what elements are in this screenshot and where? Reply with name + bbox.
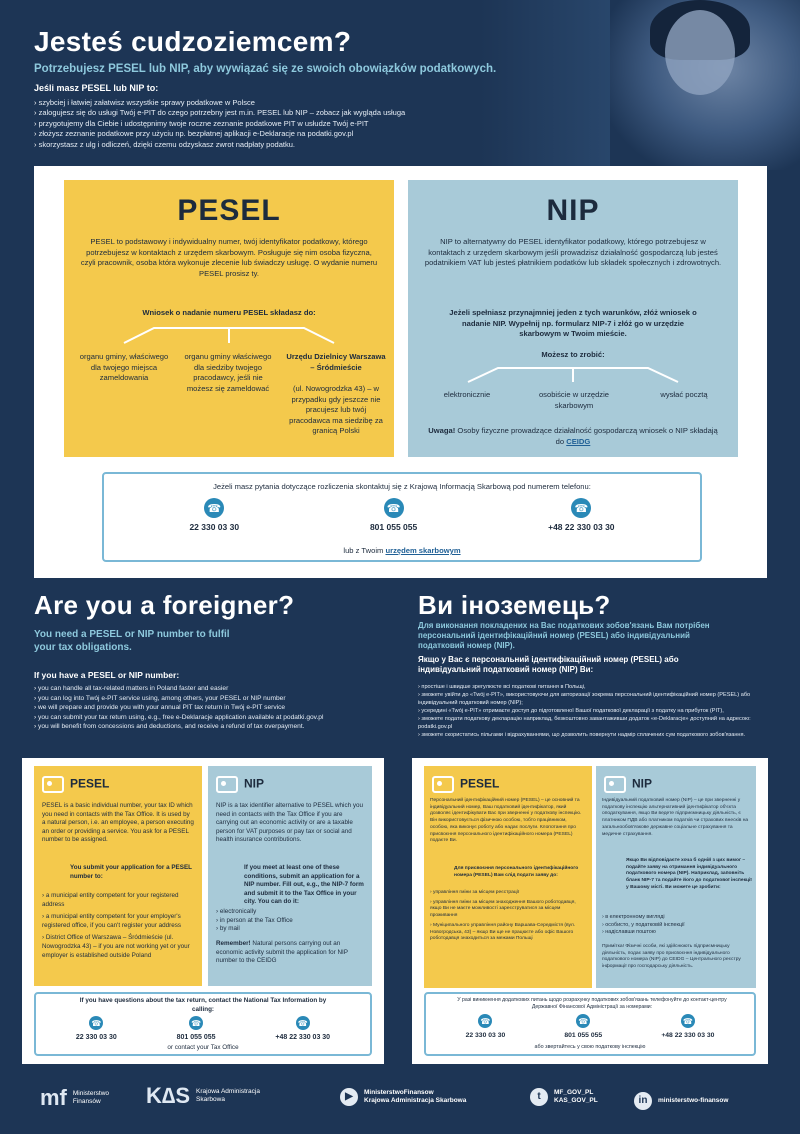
list-item: › усередині «Twój e-PIT» отримаєте доступ до підготовленої Вашої податкової декларації з податку на прибуток (PIT), xyxy=(418,707,768,715)
phone-icon: ☎ xyxy=(384,498,404,518)
linkedin-link[interactable] xyxy=(634,1092,728,1110)
en-pesel-heading xyxy=(42,776,109,793)
ua-remember: Примітка! Фізичні особи, які здійснюють підприємницьку діяльність, подає заяву про присвоєння індивідуального податкового номера (NIP) до CEIDG – Центрального реєстру інформації про господарську діяльність. xyxy=(602,944,741,970)
uwaga-label: Uwaga! xyxy=(428,426,456,435)
en-subtitle: You need a PESEL or NIP number to fulfil your tax obligations. xyxy=(34,629,230,653)
uwaga-text: Osoby fizyczne prowadzące działalność gospodarczą wniosek o NIP składają do xyxy=(457,426,718,446)
list-item: › District Office of Warszawa – Śródmieście (ul. Nowogrodzka 43) – if you are not working yet or your employer is established outside Poland xyxy=(42,934,194,960)
ua-lead: Якщо у Вас є персональний ідентифікаційний номер (PESEL) або індивідуальний податковий номер (NIP) Ви: xyxy=(418,655,679,674)
phone-number[interactable]: 801 055 055 xyxy=(564,1032,603,1039)
en-nip-heading xyxy=(216,776,264,793)
ua-bullets xyxy=(418,683,768,739)
ua-pesel-box xyxy=(424,766,592,988)
hero-photo xyxy=(610,0,800,170)
phone-number[interactable]: 801 055 055 xyxy=(369,522,418,532)
pl-bullets xyxy=(34,98,474,150)
youtube-link[interactable] xyxy=(340,1088,466,1106)
pl-or-office xyxy=(104,546,700,557)
list-item: › Муніципального управління району Варшава-Середмістя (вул. Новогродська, 43) – якщо Ви ще не працюєте або офіс Вашого роботодавця знаходиться за межами Польщі xyxy=(430,923,586,943)
ua-nip-heading xyxy=(604,776,652,793)
twitter-icon: t xyxy=(530,1088,548,1106)
pl-subtitle: Potrzebujesz PESEL lub NIP, aby wywiązać się ze swoich obowiązków podatkowych. xyxy=(34,63,497,75)
phone-number[interactable]: 22 330 03 30 xyxy=(75,1034,117,1041)
pl-nip-w3: wysłać pocztą xyxy=(660,390,708,399)
ua-or-office[interactable]: або звертайтесь у свою податкову інспекцію xyxy=(534,1044,646,1050)
phone-number[interactable]: +48 22 330 03 30 xyxy=(548,522,615,532)
list-item: › you can log into Twój e-PIT service using, among others, your PESEL or NIP number xyxy=(34,694,394,704)
tw-line2: KAS_GOV_PL xyxy=(554,1097,598,1104)
ua-nip-cond: Якщо Ви відповідаєте хоча б одній з цих вимог – подайте заяву на отримання індивідуального податкового номера (NIP). Наприклад, заповніть бланк NIP-7 та подайте його до податкової інспекції у Вашому місті. Ви можете це зробити: xyxy=(626,858,752,890)
list-item: › в електронному вигляді xyxy=(602,914,752,922)
kas-logo[interactable] xyxy=(146,1083,260,1108)
ua-phones xyxy=(436,1014,744,1039)
en-nip-title: NIP xyxy=(244,776,265,791)
pl-nip-title: NIP xyxy=(546,194,600,227)
ua-info-panel xyxy=(412,758,768,1064)
pl-nip-can: Możesz to zrobić: xyxy=(541,350,605,359)
pl-contact-box xyxy=(102,472,702,562)
kas-line2: Skarbowa xyxy=(196,1096,225,1103)
pl-nip-box xyxy=(408,180,738,457)
in-line: ministerstwo-finansow xyxy=(658,1097,729,1104)
en-contact-text: If you have questions about the tax return, contact the National Tax Information by calling: xyxy=(79,997,327,1013)
ceidg-link[interactable]: CEIDG xyxy=(566,436,591,446)
branch-lines xyxy=(64,318,394,348)
ua-nip-title: NIP xyxy=(632,776,653,791)
pl-pesel-wniosek: Wniosek o nadanie numeru PESEL składasz do: xyxy=(142,308,316,317)
list-item: › a municipal entity competent for your employer's registered office, if you can't register your address xyxy=(42,913,194,930)
pl-pesel-desc: PESEL to podstawowy i indywidualny numer, twój identyfikator podatkowy, którego potrzebujesz w kontaktach z urzędem skarbowym. Posługuje się nim osoba fizyczna, czyli pracownik, osoba która wykonuje zlecenie lub świadczy usługę. O wydanie numeru PESEL prosisz ty. xyxy=(80,237,378,278)
en-bullets xyxy=(34,684,394,732)
list-item: › управління гміни за місцем реєстрації xyxy=(430,890,586,897)
pl-nip-w2: osobiście w urzędzie skarbowym xyxy=(538,390,610,410)
yt-line1: MinisterstwoFinansow xyxy=(364,1089,434,1096)
en-info-panel xyxy=(22,758,384,1064)
list-item: › you can handle all tax-related matters in Poland faster and easier xyxy=(34,684,394,694)
en-nip-ways xyxy=(216,908,366,934)
ua-contact-text: У разі виникнення додаткових питань щодо розрахунку податкових зобов'язань телефонуйте до контакт-центру Державної Фінансової Адміністрації за номерами: xyxy=(457,997,727,1010)
en-title: Are you a foreigner? xyxy=(34,590,295,620)
or-text: lub z Twoim xyxy=(343,546,384,555)
ua-contact-box xyxy=(424,992,756,1056)
ua-title: Ви іноземець? xyxy=(418,590,611,620)
list-item: › by mail xyxy=(216,925,366,934)
linkedin-icon: in xyxy=(634,1092,652,1110)
kas-line1: Krajowa Administracja xyxy=(196,1088,260,1095)
pl-lead: Jeśli masz PESEL lub NIP to: xyxy=(34,83,159,93)
twitter-link[interactable] xyxy=(530,1088,598,1106)
id-card-icon xyxy=(42,776,64,793)
ua-pesel-heading xyxy=(432,776,499,793)
list-item: › złożysz zeznanie podatkowe przy użyciu np. bezpłatnej aplikacji e-Deklaracje na podatki.gov.pl xyxy=(34,129,474,139)
phone-number[interactable]: 801 055 055 xyxy=(176,1034,216,1041)
remember-label: Remember! xyxy=(216,940,251,947)
phone-icon: ☎ xyxy=(478,1014,492,1028)
en-or-office[interactable]: or contact your Tax Office xyxy=(167,1044,239,1051)
pl-pesel-box xyxy=(64,180,394,457)
pl-contact-text: Jeżeli masz pytania dotyczące rozliczenia skontaktuj się z Krajową Informacją Skarbową pod numerem telefonu: xyxy=(213,482,591,491)
pl-nip-cond: Jeżeli spełniasz przynajmniej jeden z tych warunków, złóż wniosek o nadanie NIP. Wypełnij np. formularz NIP-7 i złóż go w urzędzie skarbowym w Twoim mieście. xyxy=(449,308,697,338)
list-item: › зможете увійти до «Twój e-PIT», використовуючи для авторизації зокрема персональний ідентифікаційний номер (PESEL) або індивідуальний податковий номер (NIP); xyxy=(418,691,768,707)
list-item: › зможете подати податкову декларацію наприклад, безкоштовно завантаживши додаток «e-Deklaracje» доступний на адресою: podatki.gov.pl xyxy=(418,715,768,731)
list-item: › управління гміни за місцем знаходження Вашого роботодавця, якщо Ви не маєте можливості зареєструватися за місцем проживання xyxy=(430,900,586,920)
phone-number[interactable]: +48 22 330 03 30 xyxy=(661,1032,715,1039)
phone-icon: ☎ xyxy=(576,1014,590,1028)
id-card-icon xyxy=(216,776,238,793)
pl-pesel-opt1: organu gminy, właściwego dla twojego miejsca zameldowania xyxy=(79,352,169,382)
pl-phones xyxy=(124,498,680,532)
ua-pesel-title: PESEL xyxy=(460,776,500,791)
en-nip-desc: NIP is a tax identifier alternative to PESEL which you need in contacts with the Tax Office if you are carrying out an economic activity or are a taxable person for VAT purposes or pay tax or social and health insurance contributions. xyxy=(216,802,364,844)
tax-office-link[interactable]: urzędem skarbowym xyxy=(385,546,461,555)
list-item: › szybciej i łatwiej załatwisz wszystkie sprawy podatkowe w Polsce xyxy=(34,98,474,108)
pl-pesel-opt3: (ul. Nowogrodzka 43) – w przypadku gdy jeszcze nie pracujesz lub twój pracodawca ma siedzibę za granicą Polski xyxy=(289,384,383,435)
en-pesel-submit: You submit your application for a PESEL number to: xyxy=(70,864,192,880)
phone-icon: ☎ xyxy=(89,1016,103,1030)
ua-nip-desc: Індивідуальний податковий номер (NIP) – це при зверненні у податкову інспекцію альтернативний ідентифікатор об'єкта оподаткування, якщо Ви ведете підприємницьку діяльність, є платником ПДВ або платником податків чи страхових внесків на загальнообов'язкове державне соціальне страхування та медичне страхування. xyxy=(602,798,749,837)
phone-icon: ☎ xyxy=(296,1016,310,1030)
list-item: › a municipal entity competent for your registered address xyxy=(42,892,194,909)
id-card-icon xyxy=(432,776,454,793)
phone-icon: ☎ xyxy=(204,498,224,518)
list-item: › zalogujesz się do usługi Twój e-PIT do czego potrzebny jest m.in. PESEL lub NIP – zobacz jak wygląda usługa xyxy=(34,108,474,118)
ua-pesel-submit: Для присвоєння персонального ідентифікаційного номера (PESEL) Вам слід подати заяву до: xyxy=(454,866,579,878)
mf-line1: Ministerstwo xyxy=(72,1090,110,1097)
en-lead: If you have a PESEL or NIP number: xyxy=(34,670,180,680)
en-phones xyxy=(46,1016,360,1041)
phone-number[interactable]: 22 330 03 30 xyxy=(465,1032,506,1039)
phone-icon: ☎ xyxy=(571,498,591,518)
list-item: › зможете скористатись пільгами і відрахуваннями, що дозволить повернути надмір сплачених сум податкового зобов'язання. xyxy=(418,731,768,739)
tw-line1: MF_GOV_PL xyxy=(554,1089,594,1096)
en-contact-box xyxy=(34,992,372,1056)
pl-nip-w1: elektronicznie xyxy=(443,390,491,399)
ua-nip-box xyxy=(596,766,756,988)
pl-pesel-title: PESEL xyxy=(177,194,281,227)
list-item: › electronically xyxy=(216,908,366,917)
pl-nip-desc: NIP to alternatywny do PESEL identyfikator podatkowy, którego potrzebujesz w kontaktach z urzędem skarbowym jeśli prowadzisz działalność gospodarczą lub jesteś podatnikiem VAT lub jesteś płatnikiem podatków lub składek społecznych i zdrowotnych. xyxy=(424,237,722,267)
pl-info-panel xyxy=(34,166,767,578)
kas-logo-icon: K∆S xyxy=(146,1083,191,1108)
list-item: › you will benefit from concessions and deductions, and receive a refund of tax overpayment. xyxy=(34,722,394,732)
list-item: › in person at the Tax Office xyxy=(216,917,366,926)
youtube-icon: ▶ xyxy=(340,1088,358,1106)
list-item: › przygotujemy dla Ciebie i udostępnimy twoje roczne zeznanie podatkowe PIT w usłudze Twój e-PIT xyxy=(34,119,474,129)
branch-lines xyxy=(408,360,738,386)
mf-line2: Finansów xyxy=(72,1098,101,1105)
phone-number[interactable]: 22 330 03 30 xyxy=(189,522,240,532)
list-item: › особисто, у податковій інспекції xyxy=(602,922,752,930)
remember-text: Natural persons carrying out an economic activity submit the application for NIP number to the CEIDG xyxy=(216,940,348,965)
pl-nip-uwaga xyxy=(428,426,718,447)
pl-pesel-opt2: organu gminy właściwego dla siedziby twojego pracodawcy, jeśli nie możesz się zameldować xyxy=(184,352,272,393)
yt-line2: Krajowa Administracja Skarbowa xyxy=(364,1097,467,1104)
mf-logo-icon: mf xyxy=(40,1085,67,1110)
list-item: › you can submit your tax return using, e.g., free e-Deklaracje application available at podatki.gov.pl xyxy=(34,713,394,723)
en-nip-box xyxy=(208,766,372,986)
en-nip-cond: If you meet at least one of these conditions, submit an application for a NIP number. Fill out, e.g., the NIP-7 form and submit it to the Tax Office in your city. You can do it: xyxy=(244,864,364,906)
phone-number[interactable]: +48 22 330 03 30 xyxy=(275,1034,331,1041)
list-item: › простіше і швидше зрегулюєте всі податкові питання в Польщі, xyxy=(418,683,768,691)
list-item: › skorzystasz z ulg i odliczeń, dzięki czemu odzyskasz zwrot nadpłaty podatku. xyxy=(34,140,474,150)
ua-subtitle: Для виконання покладених на Вас податкових зобов'язань Вам потрібен персональний ідентифікаційний номер (PESEL) або індивідуальний податковий номер (NIP). xyxy=(418,621,710,650)
ua-nip-ways xyxy=(602,914,752,937)
list-item: › we will prepare and provide you with your annual PIT tax return in Twój e-PIT service xyxy=(34,703,394,713)
en-pesel-desc: PESEL is a basic individual number, your tax ID which you need in contacts with the Tax Office. It is used by a natural person, i.e. an employee, a person executing an order or providing a service. You ask for a PESEL number to be assigned. xyxy=(42,802,194,844)
id-card-icon xyxy=(604,776,626,793)
en-pesel-opts xyxy=(42,892,194,960)
en-pesel-box xyxy=(34,766,202,986)
en-pesel-title: PESEL xyxy=(70,776,110,791)
ua-pesel-desc: Персональний ідентифікаційний номер (PESEL) – це основний та індивідуальний номер, Ваш податковий ідентифікатор, який дозволяє ідентифікувати Вас при зверненні у податкову інспекцію. Він використовується фізичною особою, тобто працівником, особою, яка виконує роботу або надає послуги. Клопотання про присвоєння персонального ідентифікаційного номера (PESEL) подаєте Ви. xyxy=(430,798,582,844)
list-item: › надіславши поштою xyxy=(602,929,752,937)
en-remember xyxy=(216,940,366,966)
ua-pesel-opts xyxy=(430,890,586,943)
pl-title: Jesteś cudzoziemcem? xyxy=(34,26,352,57)
phone-icon: ☎ xyxy=(681,1014,695,1028)
pl-pesel-opt3-title: Urzędu Dzielnicy Warszawa – Śródmieście xyxy=(286,352,386,372)
phone-icon: ☎ xyxy=(189,1016,203,1030)
mf-logo[interactable] xyxy=(40,1085,110,1110)
